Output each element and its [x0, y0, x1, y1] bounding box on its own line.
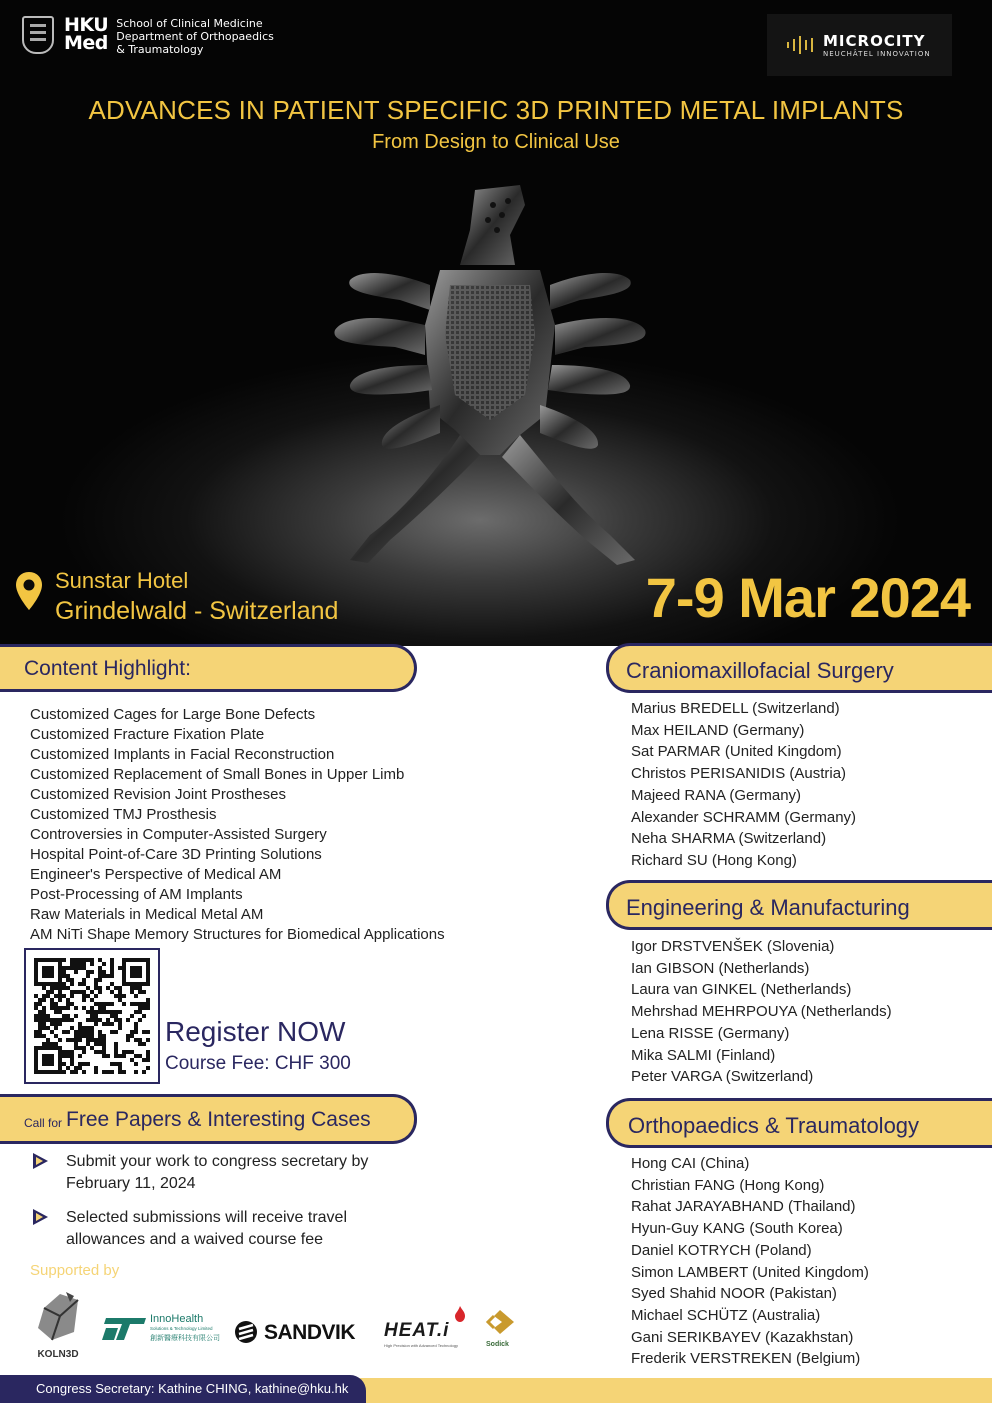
- innohealth-chinese-name: 創新醫療科技有限公司: [150, 1335, 220, 1342]
- registration-qr-code[interactable]: [24, 948, 160, 1084]
- engineering-speaker-list: [631, 936, 892, 1088]
- speaker-item: Rahat JARAYABHAND (Thailand): [631, 1198, 856, 1216]
- event-dates: 7-9 Mar 2024: [645, 566, 970, 629]
- speaker-item: Neha SHARMA (Switzerland): [631, 830, 827, 848]
- register-now: Register NOW: [165, 1016, 346, 1047]
- speaker-item: Sat PARMAR (United Kingdom): [631, 743, 842, 761]
- supported-by-label: Supported by: [30, 1262, 120, 1279]
- submission-bullet: [30, 1151, 396, 1195]
- hero-banner: [0, 0, 992, 646]
- list-item: Customized Cages for Large Bone Defects: [30, 706, 316, 723]
- speaker-item: Marius BREDELL (Switzerland): [631, 700, 840, 717]
- list-item: Raw Materials in Medical Metal AM: [30, 906, 264, 923]
- partner-tagline: NEUCHÂTEL INNOVATION: [823, 50, 931, 58]
- speaker-item: Laura van GINKEL (Netherlands): [631, 981, 852, 999]
- speaker-item: Christos PERISANIDIS (Austria): [631, 765, 847, 783]
- speaker-item: Majeed RANA (Germany): [631, 786, 802, 804]
- list-item: Engineer's Perspective of Medical AM: [30, 866, 282, 883]
- innohealth-subtitle: Solutions & Technology Limited: [150, 1326, 213, 1331]
- ortho-section-title: Orthopaedics & Traumatology: [628, 1113, 920, 1138]
- venue-hotel: Sunstar Hotel: [55, 568, 189, 593]
- venue-location: Grindelwald - Switzerland: [55, 597, 339, 625]
- sandvik-mark-icon: [234, 1320, 258, 1344]
- speaker-item: Hong CAI (China): [631, 1155, 750, 1172]
- highlights-list: [30, 705, 445, 945]
- school-name: School of Clinical Medicine Department of Orthopaedics & Traumatology: [116, 17, 274, 56]
- speaker-item: Gani SERIKBAYEV (Kazakhstan): [631, 1328, 854, 1346]
- speaker-item: Peter VARGA (Switzerland): [631, 1068, 814, 1086]
- play-triangle-icon: [30, 1207, 50, 1227]
- supporter-logos: [30, 1288, 530, 1363]
- list-item: Customized Implants in Facial Reconstruction: [30, 746, 335, 763]
- list-item: Customized Revision Joint Prostheses: [30, 786, 286, 803]
- speaker-item: Alexander SCHRAMM (Germany): [631, 808, 857, 826]
- speaker-item: Daniel KOTRYCH (Poland): [631, 1241, 812, 1259]
- koln3d-mark-icon: [30, 1290, 86, 1344]
- allowance-note: Selected submissions will receive travel allowances and a waived course fee: [66, 1209, 347, 1248]
- ortho-section-bar: [606, 1098, 992, 1148]
- engineering-section-title: Engineering & Manufacturing: [626, 895, 910, 920]
- partner-name: MICROCITY: [823, 32, 926, 50]
- hku-med-wordmark: HKU Med: [64, 14, 109, 54]
- speaker-item: Ian GIBSON (Netherlands): [631, 959, 810, 977]
- hku-med-logo: [22, 16, 274, 56]
- cmf-speaker-list: [631, 698, 856, 872]
- speaker-item: Michael SCHÜTZ (Australia): [631, 1306, 821, 1324]
- venue: [55, 565, 338, 627]
- list-item: Customized Replacement of Small Bones in Upper Limb: [30, 766, 405, 783]
- list-item: AM NiTi Shape Memory Structures for Biomedical Applications: [30, 926, 445, 943]
- submission-deadline: Submit your work to congress secretary by February 11, 2024: [66, 1153, 369, 1192]
- sodick-logo: [484, 1308, 524, 1352]
- call-for-papers-bar: [0, 1094, 417, 1144]
- speaker-item: Simon LAMBERT (United Kingdom): [631, 1263, 869, 1281]
- list-item: Controversies in Computer-Assisted Surgery: [30, 826, 327, 843]
- list-item: Customized Fracture Fixation Plate: [30, 726, 265, 743]
- speaker-item: Lena RISSE (Germany): [631, 1024, 790, 1042]
- cmf-section-title: Craniomaxillofacial Surgery: [626, 658, 894, 683]
- event-subtitle: From Design to Clinical Use: [372, 131, 620, 153]
- microcity-bars-icon: [787, 36, 813, 54]
- implant-image: [290, 175, 710, 595]
- heati-logo: [384, 1306, 474, 1352]
- speaker-item: Mika SALMI (Finland): [631, 1046, 776, 1064]
- koln3d-name: KOLN3D: [37, 1349, 79, 1360]
- koln3d-logo: [30, 1290, 86, 1360]
- cmf-section-bar: [606, 643, 992, 693]
- hku-crest-icon: [22, 16, 54, 54]
- list-item: Post-Processing of AM Implants: [30, 886, 243, 903]
- location-pin-icon: [14, 570, 44, 612]
- heati-name: HEAT.i: [384, 1320, 450, 1341]
- speaker-item: Frederik VERSTREKEN (Belgium): [631, 1350, 861, 1368]
- list-item: Hospital Point-of-Care 3D Printing Solutions: [30, 846, 322, 863]
- qr-code-graphic: [26, 950, 158, 1082]
- speaker-item: Richard SU (Hong Kong): [631, 851, 797, 869]
- innohealth-logo: [102, 1313, 227, 1356]
- speaker-item: Christian FANG (Hong Kong): [631, 1176, 825, 1194]
- course-fee: Course Fee: CHF 300: [165, 1053, 351, 1074]
- list-item: Customized TMJ Prosthesis: [30, 806, 217, 823]
- innohealth-name: InnoHealth: [150, 1313, 204, 1325]
- speaker-item: Mehrshad MEHRPOUYA (Netherlands): [631, 1003, 892, 1021]
- ortho-speaker-list: [631, 1153, 869, 1370]
- engineering-section-bar: [606, 880, 992, 930]
- innohealth-mark-icon: [102, 1316, 148, 1342]
- sandvik-name: SANDVIK: [264, 1321, 356, 1344]
- play-triangle-icon: [30, 1151, 50, 1171]
- content-highlight-heading: Content Highlight:: [24, 657, 191, 680]
- sodick-mark-icon: [484, 1308, 516, 1336]
- event-title: ADVANCES IN PATIENT SPECIFIC 3D PRINTED METAL IMPLANTS: [88, 95, 904, 125]
- call-for-papers-heading: Free Papers & Interesting Cases: [66, 1108, 371, 1131]
- speaker-item: Max HEILAND (Germany): [631, 721, 805, 739]
- sandvik-logo: [234, 1320, 374, 1346]
- speaker-item: Syed Shahid NOOR (Pakistan): [631, 1285, 837, 1303]
- heati-tagline: High Precision with Advanced Technology: [384, 1343, 458, 1348]
- allowance-bullet: [30, 1207, 396, 1251]
- microcity-logo: [767, 14, 952, 76]
- flame-icon: [454, 1306, 466, 1322]
- content-highlight-bar: [0, 644, 417, 692]
- sodick-name: Sodick: [486, 1341, 509, 1348]
- speaker-item: Hyun-Guy KANG (South Korea): [631, 1220, 843, 1238]
- call-for-prefix: Call for: [24, 1116, 63, 1130]
- speaker-item: Igor DRSTVENŠEK (Slovenia): [631, 938, 835, 955]
- congress-secretary: Congress Secretary: Kathine CHING, kathine@hku.hk: [0, 1375, 366, 1403]
